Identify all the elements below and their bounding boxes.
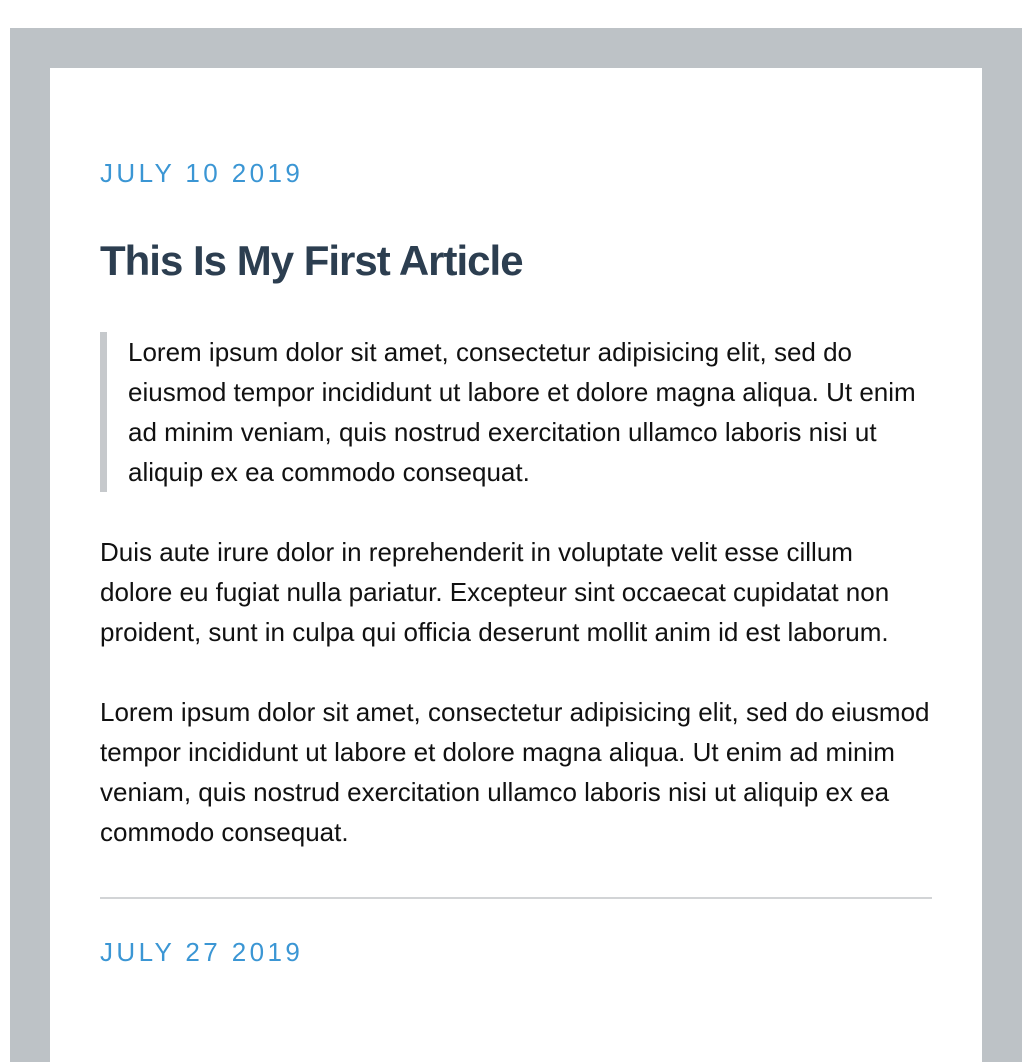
article-date: JULY 27 2019 [100,937,304,967]
article-blockquote: Lorem ipsum dolor sit amet, consectetur adipisicing elit, sed do eiusmod tempor incididunt ut labore et dolore magna aliqua. Ut enim ad minim veniam, quis nostrud exercitation ullamco laboris nisi ut aliquip ex ea commodo consequat. [100,332,932,492]
article-list [50,68,982,1062]
article-divider [100,897,932,899]
article-2 [100,937,932,967]
article-paragraph: Duis aute irure dolor in reprehenderit in voluptate velit esse cillum dolore eu fugiat nulla pariatur. Excepteur sint occaecat cupidatat non proident, sunt in culpa qui officia deserunt mollit anim id est laborum. [100,537,890,647]
article-date: JULY 10 2019 [100,158,304,188]
page-frame [10,28,1022,1062]
article-1 [100,158,932,852]
article-paragraph: Lorem ipsum dolor sit amet, consectetur adipisicing elit, sed do eiusmod tempor incididunt ut labore et dolore magna aliqua. Ut enim ad minim veniam, quis nostrud exercitation ullamco laboris nisi ut aliquip ex ea commodo consequat. [100,697,930,847]
article-title[interactable]: This Is My First Article [100,237,523,284]
